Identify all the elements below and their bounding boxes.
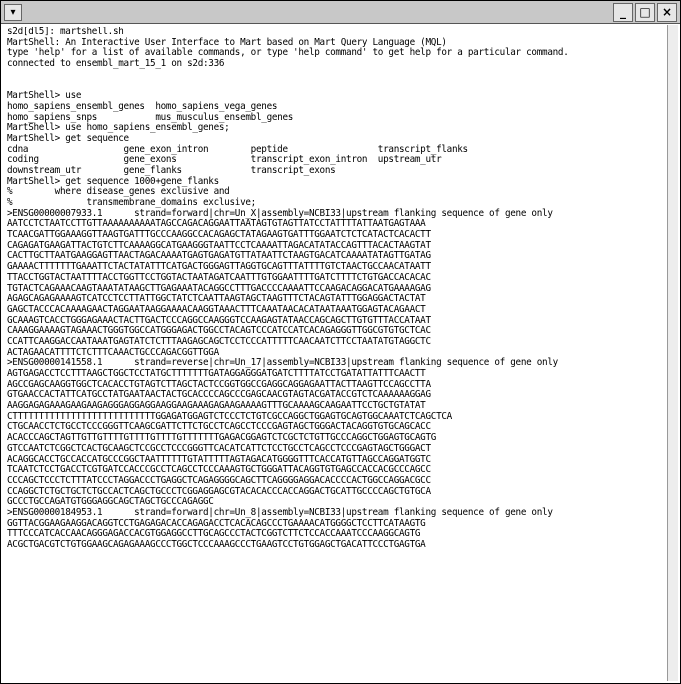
terminal-line: homo_sapiens_ensembl_genes homo_sapiens_vega_genes bbox=[7, 100, 278, 112]
title-bar[interactable] bbox=[1, 1, 680, 24]
terminal-line: TTTCCCATCACCAACAGGGAGACCACGTGGAGGCCTTGCAGCCCTACTCGGTCTTCTCCACCAAATCCCAAGGCAGTG bbox=[7, 528, 421, 540]
terminal-line: type 'help' for a list of available commands, or type 'help command' to get help for a particular command. bbox=[7, 47, 569, 59]
terminal-line: GGTTACGGAAGAAGGACAGGTCCTGAGAGACACCAGAGACCTCACACAGCCCTGAAAACATGGGGCTCCTTCATAAGTG bbox=[7, 517, 426, 529]
terminal-line: CACTTGCTTAATGAAGGAGTTAACTAGACAAAATGAGTGAGATGTTATAATTCTAAGTGACATCAAAATATAGTTGATAG bbox=[7, 250, 431, 262]
terminal-line: % where disease_genes exclusive and bbox=[7, 186, 230, 198]
terminal-line: CAAAGGAAAAGTAGAAACTGGGTGGCCATGGGAGACTGGCCTACAGTCCCATCCATCACAGAGGGTTGGCGTGTGCTCAC bbox=[7, 325, 431, 337]
terminal-line: >ENSG00000007933.1 strand=forward|chr=Un_X|assembly=NCBI33|upstream flanking sequence of gene only bbox=[7, 207, 553, 219]
terminal-line: CAGAGATGAAGATTACTGTCTTCAAAAGGCATGAAGGGTAATTCCTCAAAATTAGACATATACCAGTTTACACTAAGTAT bbox=[7, 239, 431, 251]
terminal-line: MartShell> use homo_sapiens_ensembl_genes; bbox=[7, 122, 230, 134]
terminal-line: TCAACGATTGGAAAGGTTAAGTGATTTGCCCAAGGCCACAGAGCTATAGAAGTGATTTGGAATCTCTCATACTCACACTT bbox=[7, 229, 431, 241]
terminal-line: TCAATCTCCTGACCTCGTGATCCACCCGCCTCAGCCTCCCAAAGTGCTGGGATTACAGGTGTGAGCCACCACGCCCAGCC bbox=[7, 464, 431, 476]
terminal-line: CTTTTTTTTTTTTTTTTTTTTTTTTTTTGGAGATGGAGTCTCCCTCTGTCGCCAGGCTGGAGTGCAGTGGCAAATCTCAGCTCA bbox=[7, 410, 452, 422]
terminal-line: AGTGAGACCTCCTTTAAGCTGGCTCCTATGCTTTTTTTGATAGGAGGGATGATCTTTTATCCTGATATTATTTCAACTT bbox=[7, 368, 426, 379]
close-button[interactable]: × bbox=[657, 3, 677, 22]
terminal-line: coding gene_exons transcript_exon_intron upstream_utr bbox=[7, 154, 442, 166]
terminal-line: AGAGCAGAGAAAAGTCATCCTCCTTATTGGCTATCTCAATTAAGTAGCTAAGTTTCTACAGTATTTGGAGGACTACTAT bbox=[7, 293, 426, 305]
terminal-line: AATCCTCTAATCCTTGTTAAAAAAAAAATAGCCAGACAGGAATTAATAGTGTAGTTATCCTATTTTATTAATGAGTAAA bbox=[7, 218, 426, 230]
terminal-line: AGCCGAGCAAGGTGGCTCACACCTGTAGTCTTAGCTACTCCGGTGGCCGAGGCAGGAGAATTACTTAAGTTCCAGCCTTA bbox=[7, 378, 431, 390]
terminal-line: cdna gene_exon_intron peptide transcript_flanks bbox=[7, 143, 468, 155]
terminal-line: GAAAACTTTTTTTGAAATTCTACTATATTTCATGACTGGGAGTTAGGTGCAGTTTATTTTGTCTAACTGCCAACATAATT bbox=[7, 261, 431, 273]
terminal-line: ACACCCAGCTAGTTGTTGTTTTGTTTTGTTTTGTTTTTTTGAGACGGAGTCTCGCTCTGTTGCCCAGGCTGGAGTGCAGTG bbox=[7, 432, 437, 444]
terminal-line: % transmembrane_domains exclusive; bbox=[7, 197, 256, 208]
terminal-line: >ENSG00000141558.1 strand=reverse|chr=Un_17|assembly=NCBI33|upstream flanking sequence of gene only bbox=[7, 357, 558, 369]
terminal-line: ACTAGAACATTTTCTCTTTCAAACTGCCCAGACGGTTGGA bbox=[7, 346, 219, 358]
terminal-line: GAGCTACCCACAAAAGAACTAGGAATAAGGAAAACAAGGTAAACTTTCAAATAACACATAATAAATGGAGTACAGAACT bbox=[7, 303, 426, 315]
terminal-line: >ENSG00000184953.1 strand=forward|chr=Un_8|assembly=NCBI33|upstream flanking sequence of gene only bbox=[7, 506, 553, 518]
terminal-line: connected to ensembl_mart_15_1 on s2d:336 bbox=[7, 58, 225, 70]
terminal-line: downstream_utr gene_flanks transcript_exons bbox=[7, 164, 336, 176]
window-controls bbox=[613, 3, 677, 22]
terminal-line: GTGAACCACTATTCATGCCTATGAATAACTACTGCACCCCAGCCCGAGCAACGTAGTACGATACCGTCTCAAAAAAGGAG bbox=[7, 389, 431, 401]
terminal-line: ACAGGCACCTGCCACCATGCCCGGCTAATTTTTTGTATTTTTAGTAGACATGGGGTTTCACCATGTTAGCCAGGATGGTC bbox=[7, 453, 431, 465]
terminal-line bbox=[7, 80, 666, 91]
terminal-line: CCAGGCTCTGCTGCTCTGCCACTCAGCTGCCCTCGGAGGAGCGTACACACCCACCAGGACTGCATTGCCCCAGCTGTGCA bbox=[7, 485, 431, 497]
terminal-line: TTACCTGGTACTAATTTTACCTGGTTCCTGGTACTAATAGATCAATTTGTGGAATTTTGATCTTTTCTGTGACCACACAC bbox=[7, 271, 431, 283]
terminal-line: MartShell: An Interactive User Interface to Mart based on Mart Query Language (MQL) bbox=[7, 36, 447, 48]
terminal-output[interactable] bbox=[7, 27, 666, 677]
terminal-line: CTGCAACCTCTGCCTCCCGGGTTCAAGCGATTCTTCTGCCTCAGCCTCCCGAGTAGCTGGGACTACAGGTGTGCAGCACC bbox=[7, 421, 431, 433]
terminal-line: GCAAAGTCACCTGGGAGAAACTACTTGACTCCCAGGCCAAGGGTCCAAGAGTATAACCAGCAGCTTGTGTTTACCATAAT bbox=[7, 314, 431, 326]
terminal-line: ACGCTGACGTCTGTGGAAGCAGAGAAAGCCCTGGCTCCCAAAGCCCTGAAGTCCTGTGGAGCTGACATTCCCTGAGTGA bbox=[7, 539, 426, 550]
terminal-line: MartShell> use bbox=[7, 90, 82, 102]
minimize-button[interactable]: _ bbox=[613, 3, 633, 22]
terminal-line: s2d[dl5]: martshell.sh bbox=[7, 27, 124, 37]
terminal-line: CCCAGCTCCCTCTTTATCCCTAGGACCCTGAGGCTCAGAGGGGCAGCTTCAGGGGAGGACACCCCACTGGCCAGGACGCC bbox=[7, 474, 431, 486]
maximize-button[interactable]: □ bbox=[635, 3, 655, 22]
terminal-line: TGTACTCAGAAACAAGTAAATATAAGCTTGAGAAATACAGGCCTTTGACCCCAAAATTCCAAGACAGGACATGAAAAGAG bbox=[7, 282, 431, 294]
terminal-line: MartShell> get sequence 1000+gene_flanks bbox=[7, 175, 219, 187]
terminal-line: homo_sapiens_snps mus_musculus_ensembl_genes bbox=[7, 111, 294, 123]
terminal-line: GCCCTGCCAGATGTGGGAGGCAGCTAGCTGCCCAGAGGC bbox=[7, 496, 214, 508]
terminal-line: CCATTCAAGGACCAATAAATGAGTATCTCTTTAAGAGCAGCTCCTCCCATTTTTCAACAATCTTCCTAATATGTAGGCTC bbox=[7, 335, 431, 347]
terminal-line: AAGGAGAGAAAGAAGAAGAGGGAGGAGGAAGGAAGAAAGAGAAGAAAAGTTTGCAAAAGCAAGAATTCCTGCTGTATAT bbox=[7, 400, 426, 412]
terminal-line: MartShell> get sequence bbox=[7, 132, 129, 144]
window-menu-icon[interactable]: ▾ bbox=[4, 4, 22, 21]
terminal-line bbox=[7, 70, 666, 81]
scrollbar[interactable] bbox=[667, 25, 678, 681]
terminal-line: GTCCAATCTCGGCTCACTGCAAGCTCCGCCTCCCGGGTTCACATCATTCTCCTGCCTCAGCCTCCCGAGTAGCTGGGACT bbox=[7, 442, 431, 454]
